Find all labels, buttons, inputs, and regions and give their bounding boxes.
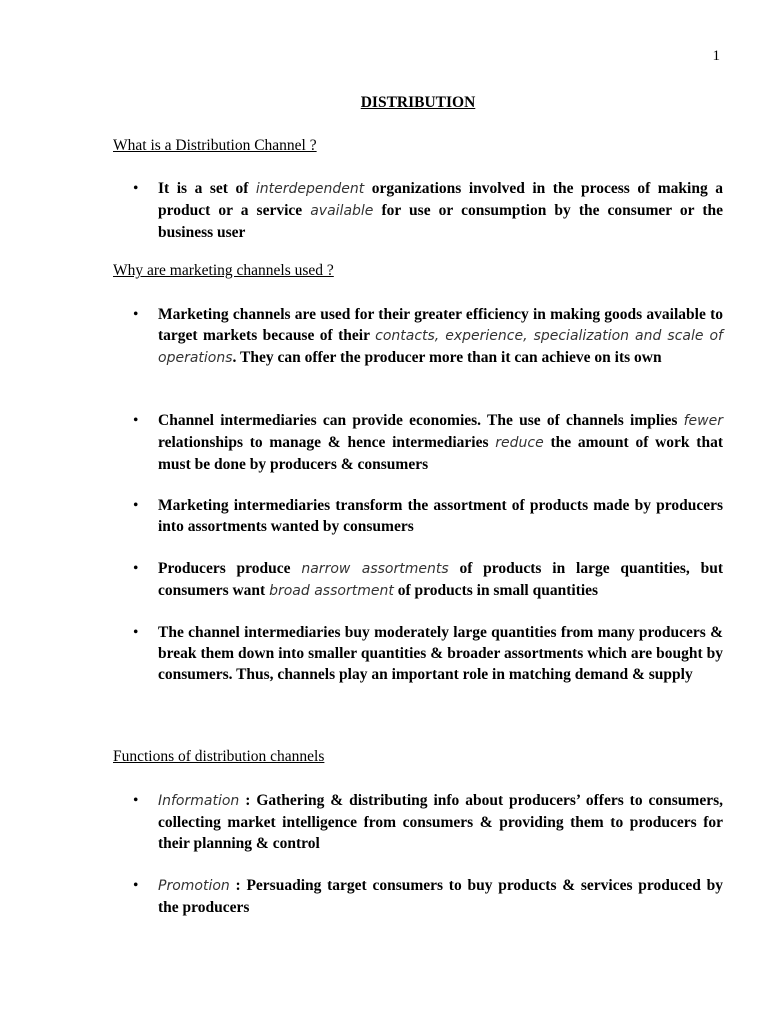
bullet-text bbox=[158, 495, 723, 537]
bullet-text bbox=[158, 410, 723, 475]
bullet-icon: • bbox=[133, 497, 139, 514]
text-run: organizations involved in the process of making a product or a service bbox=[158, 180, 723, 219]
text-run: Marketing channels are used for their greater efficiency in making goods available to target markets because of their bbox=[158, 306, 723, 344]
italic-term: contacts, experience, specialization and scale of operations bbox=[158, 328, 723, 366]
italic-term: Information bbox=[158, 793, 240, 809]
text-run: Marketing intermediaries transform the assortment of products made by producers into assortments wanted by consumers bbox=[158, 497, 723, 535]
text-run: The channel intermediaries buy moderately large quantities from many producers & break them down into smaller quantities & broader assortments which are bought by consumers. Thus, channels play an important role in matching demand & supply bbox=[158, 624, 723, 683]
section-heading: What is a Distribution Channel ? bbox=[113, 137, 317, 154]
text-run: Producers produce bbox=[158, 560, 302, 577]
bullet-text bbox=[158, 558, 723, 602]
bullet-item bbox=[133, 622, 723, 685]
bullet-icon: • bbox=[133, 624, 139, 641]
bullet-icon: • bbox=[133, 412, 139, 429]
bullet-item bbox=[133, 304, 723, 369]
text-run: of products in large quantities, but consumers want bbox=[158, 560, 723, 599]
text-run: of products in small quantities bbox=[393, 582, 599, 599]
bullet-item bbox=[133, 495, 723, 537]
section-heading: Why are marketing channels used ? bbox=[113, 262, 334, 279]
bullet-icon: • bbox=[133, 180, 139, 197]
text-run: the amount of work that must be done by producers & consumers bbox=[158, 434, 723, 473]
bullet-item bbox=[133, 875, 723, 918]
document-title: DISTRIBUTION bbox=[360, 94, 476, 111]
text-run: . They can offer the producer more than it can achieve on its own bbox=[232, 349, 662, 366]
page-number: 1 bbox=[712, 48, 720, 64]
section-heading: Functions of distribution channels bbox=[113, 748, 325, 765]
italic-term: fewer bbox=[683, 413, 723, 429]
text-run: : Gathering & distributing info about producers’ offers to consumers, collecting market intelligence from consumers & providing them to producers for their planning & control bbox=[158, 792, 723, 852]
text-run: It is a set of bbox=[158, 180, 256, 197]
bullet-text bbox=[158, 622, 723, 685]
italic-term: interdependent bbox=[255, 181, 365, 197]
italic-term: reduce bbox=[495, 435, 544, 451]
bullet-icon: • bbox=[133, 560, 139, 577]
bullet-text bbox=[158, 875, 723, 918]
text-run: relationships to manage & hence intermediaries bbox=[158, 434, 496, 451]
italic-term: available bbox=[310, 203, 374, 219]
text-run: for use or consumption by the consumer or the business user bbox=[158, 202, 723, 241]
bullet-item bbox=[133, 410, 723, 475]
italic-term: Promotion bbox=[158, 878, 230, 894]
bullet-text bbox=[158, 790, 723, 854]
italic-term: broad assortment bbox=[269, 583, 394, 599]
bullet-item bbox=[133, 178, 723, 243]
bullet-icon: • bbox=[133, 792, 139, 809]
text-run: Channel intermediaries can provide economies. The use of channels implies bbox=[158, 412, 684, 429]
italic-term: narrow assortments bbox=[301, 561, 449, 577]
bullet-text bbox=[158, 304, 723, 369]
bullet-icon: • bbox=[133, 877, 139, 894]
bullet-item bbox=[133, 790, 723, 854]
bullet-icon: • bbox=[133, 306, 139, 323]
bullet-text bbox=[158, 178, 723, 243]
bullet-item bbox=[133, 558, 723, 602]
text-run: : Persuading target consumers to buy products & services produced by the producers bbox=[158, 877, 723, 916]
